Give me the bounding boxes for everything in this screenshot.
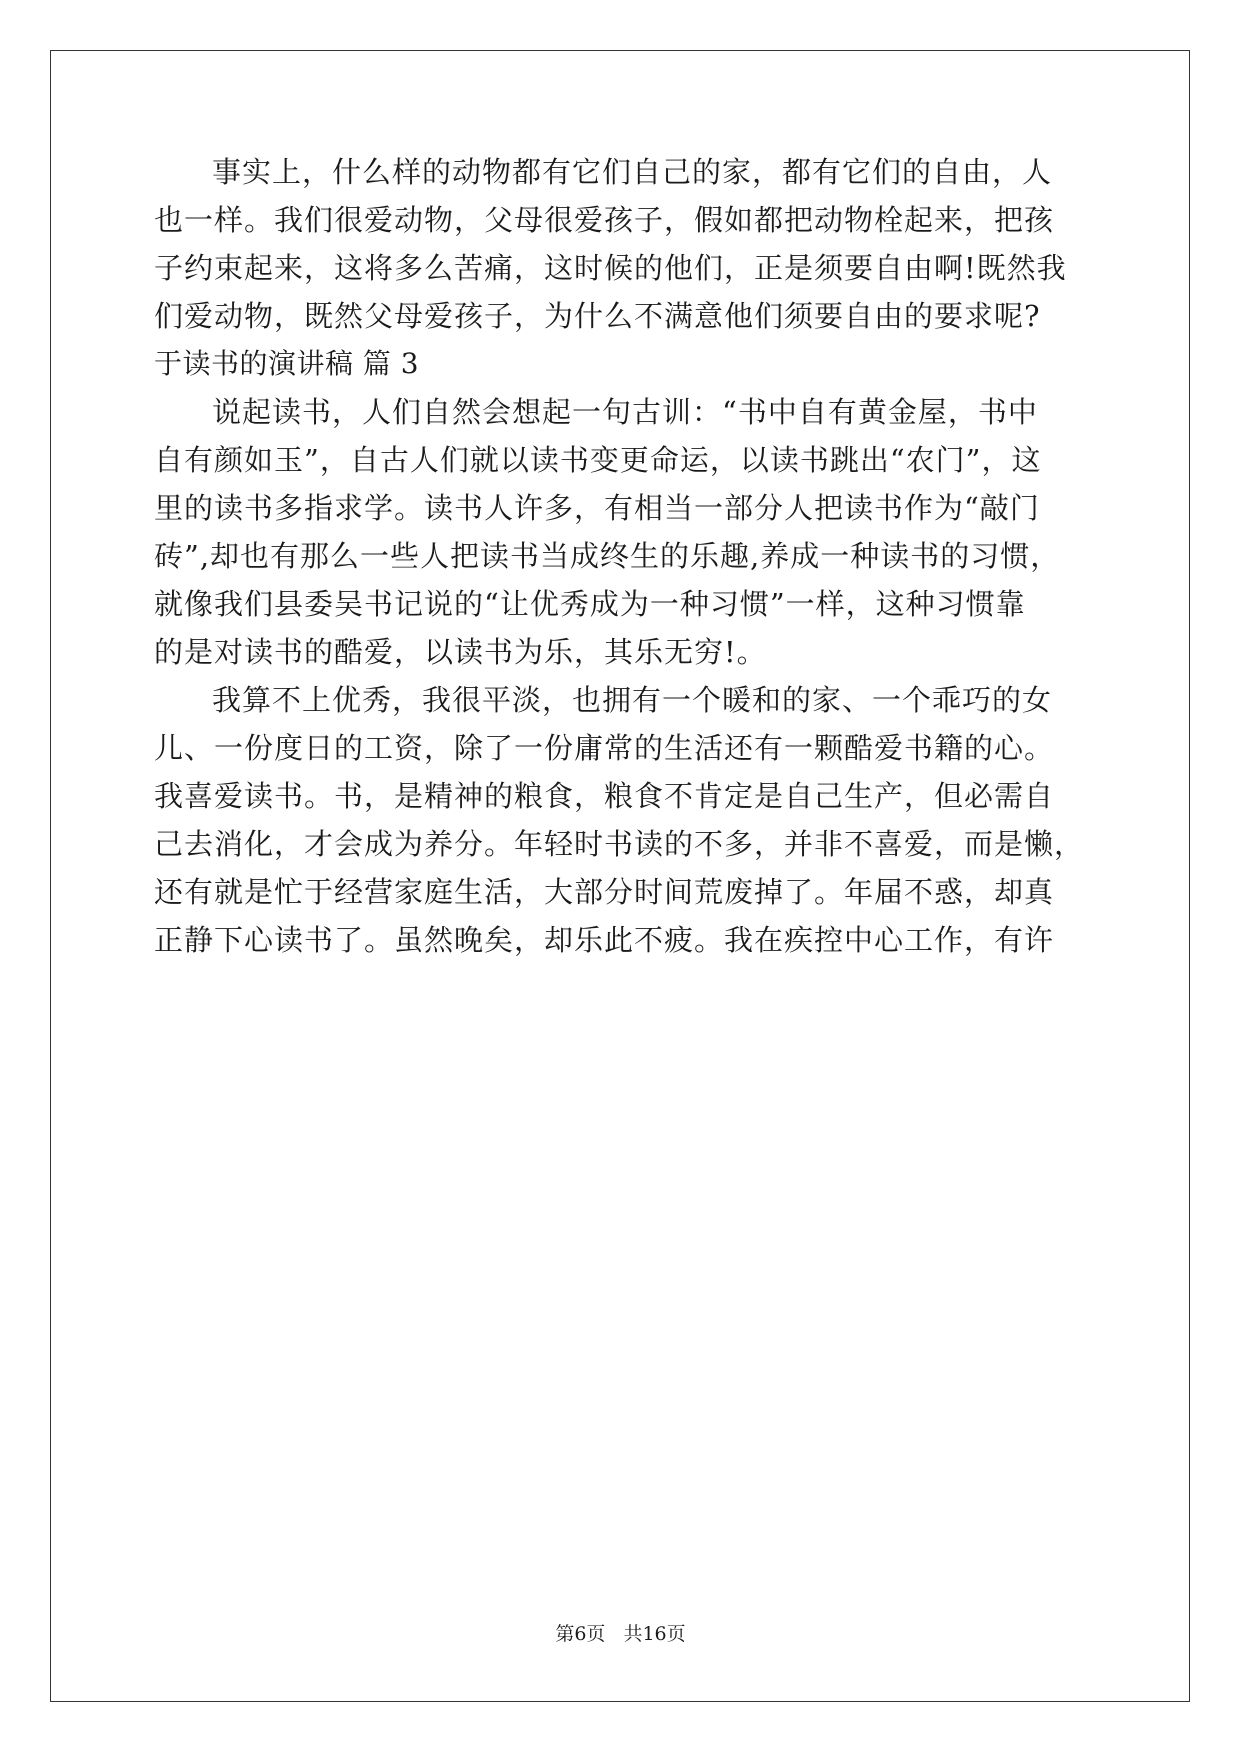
paragraph-2-line-4: 砖”,却也有那么一些人把读书当成终生的乐趣,养成一种读书的习惯， xyxy=(154,539,1061,573)
paragraph-3-line-2: 儿、一份度日的工资，除了一份庸常的生活还有一颗酷爱书籍的心。 xyxy=(154,731,1055,765)
paragraph-2-line-6: 的是对读书的酷爱，以读书为乐，其乐无穷!。 xyxy=(154,635,767,669)
paragraph-2-line-2: 自有颜如玉”，自古人们就以读书变更命运，以读书跳出“农门”，这 xyxy=(154,443,1042,477)
paragraph-2-line-3: 里的读书多指求学。读书人许多，有相当一部分人把读书作为“敲门 xyxy=(154,491,1040,525)
page-footer xyxy=(0,1622,1241,1646)
section-heading: 于读书的演讲稿 篇 3 xyxy=(154,347,420,380)
page-number: 第6页 xyxy=(555,1623,606,1645)
paragraph-3-line-5: 还有就是忙于经营家庭生活，大部分时间荒废掉了。年届不惑，却真 xyxy=(154,875,1055,909)
page-total: 共16页 xyxy=(623,1623,686,1645)
paragraph-3-line-3: 我喜爱读书。书，是精神的粮食，粮食不肯定是自己生产，但必需自 xyxy=(154,779,1055,813)
paragraph-3-line-4: 己去消化，才会成为养分。年轻时书读的不多，并非不喜爱，而是懒， xyxy=(154,827,1085,861)
paragraph-1-line-1: 事实上，什么样的动物都有它们自己的家，都有它们的自由，人 xyxy=(212,155,1053,189)
paragraph-1-line-4: 们爱动物，既然父母爱孩子，为什么不满意他们须要自由的要求呢? xyxy=(154,299,1041,333)
paragraph-1-line-3: 子约束起来，这将多么苦痛，这时候的他们，正是须要自由啊!既然我 xyxy=(154,251,1067,285)
paragraph-1-line-2: 也一样。我们很爱动物，父母很爱孩子，假如都把动物栓起来，把孩 xyxy=(154,203,1055,237)
paragraph-2-line-5: 就像我们县委吴书记说的“让优秀成为一种习惯”一样，这种习惯靠 xyxy=(154,587,1026,621)
paragraph-3-line-1: 我算不上优秀，我很平淡，也拥有一个暖和的家、一个乖巧的女 xyxy=(212,683,1053,717)
paragraph-2-line-1: 说起读书，人们自然会想起一句古训：“书中自有黄金屋，书中 xyxy=(212,395,1038,429)
paragraph-3-line-6: 正静下心读书了。虽然晚矣，却乐此不疲。我在疾控中心工作，有许 xyxy=(154,923,1055,957)
